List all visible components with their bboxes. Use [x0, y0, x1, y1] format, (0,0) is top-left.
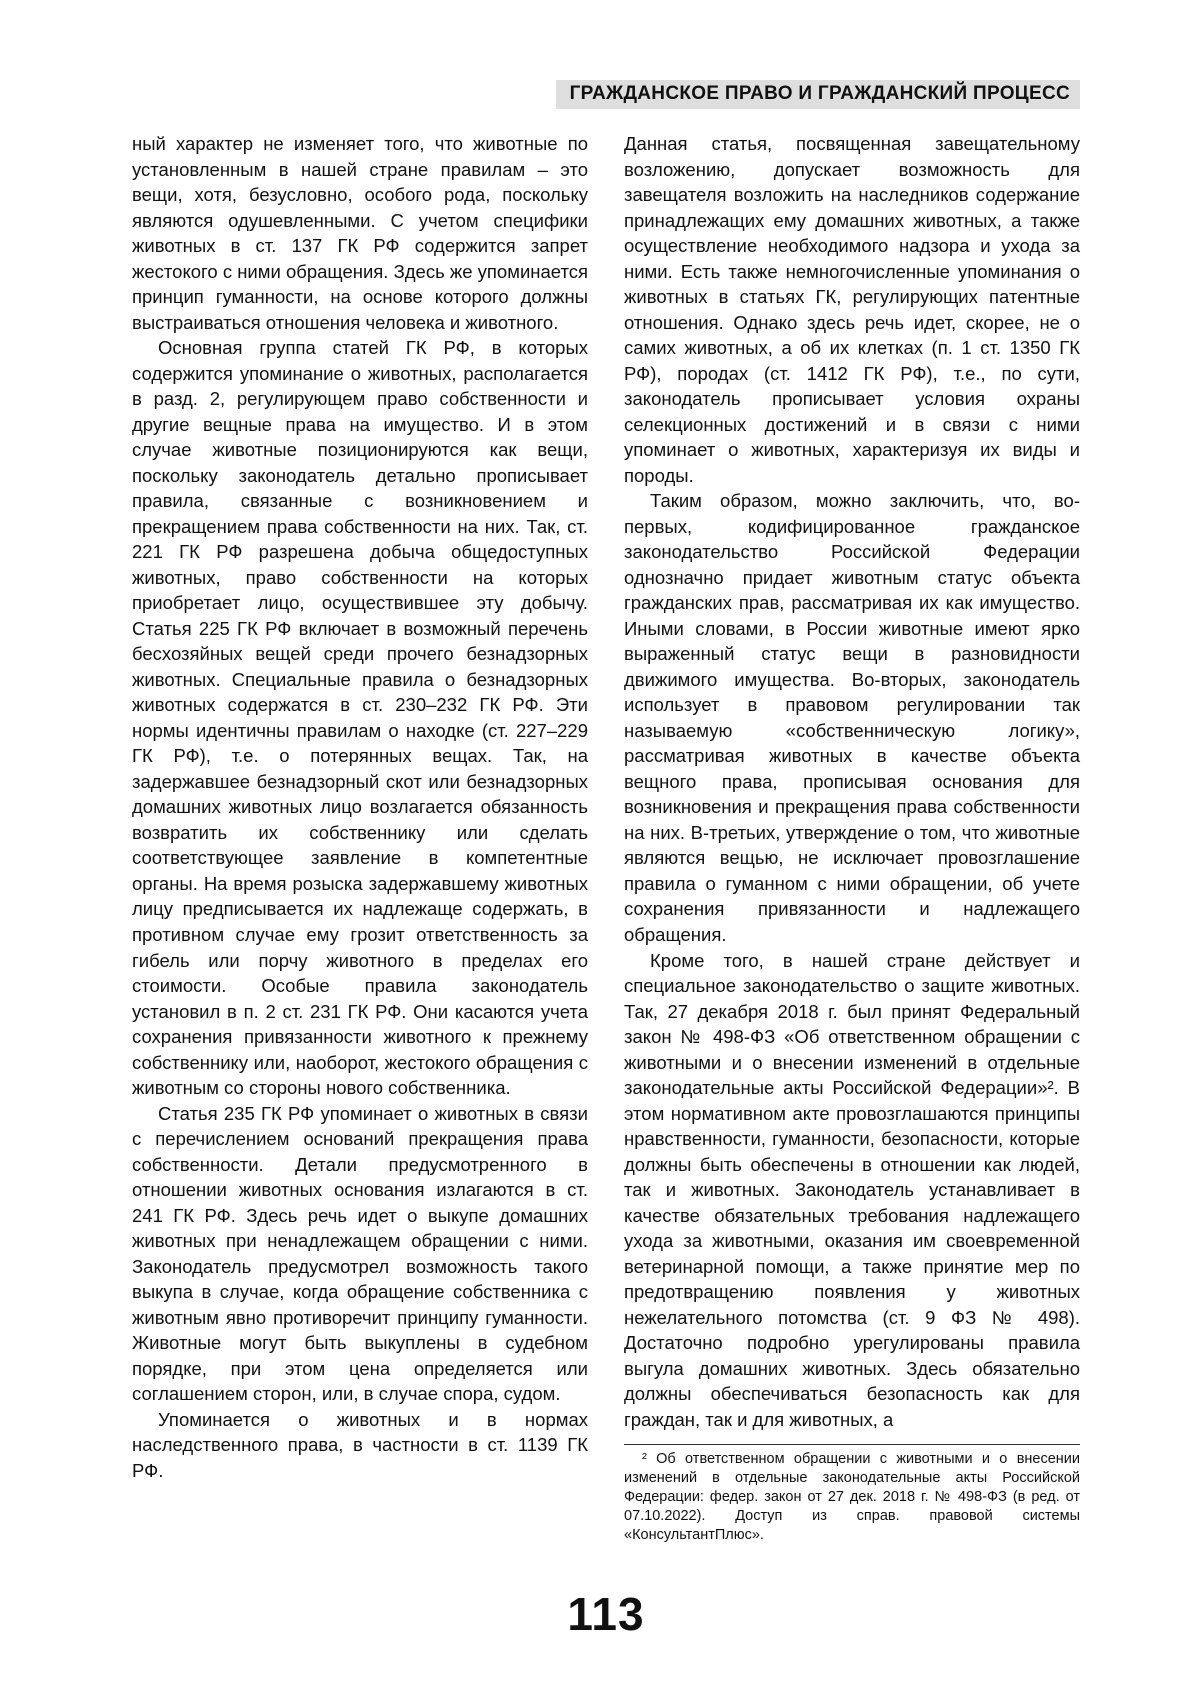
- left-column: [132, 131, 588, 1545]
- paragraph: Основная группа статей ГК РФ, в которых содержится упоминание о животных, располагается в разд. 2, регулирующем право собственности и другие вещные права на имущество. И в этом случае животные позиционируются как вещи, поскольку законодатель детально прописывает правила, связанные с возникновением и прекращением права собственности на них. Так, ст. 221 ГК РФ разрешена добыча общедоступных животных, право собственности на которых приобретает лицо, осуществившее эту добычу. Статья 225 ГК РФ включает в возможный перечень бесхозяйных вещей среди прочего безнадзорных животных. Специальные правила о безнадзорных животных содержатся в ст. 230–232 ГК РФ. Эти нормы идентичны правилам о находке (ст. 227–229 ГК РФ), т.е. о потерянных вещах. Так, на задержавшее безнадзорный скот или безнадзорных домашних животных лицо возлагается обязанность возвратить их собственнику или сделать соответствующее заявление в компетентные органы. На время розыска задержавшему животных лицу предписывается их надлежаще содержать, в противном случае ему грозит ответственность за гибель или порчу животного в пределах его стоимости. Особые правила законодатель установил в п. 2 ст. 231 ГК РФ. Они касаются учета сохранения привязанности животного к прежнему собственнику или, наоборот, жестокого обращения с животным со стороны нового собственника.: [132, 337, 588, 1099]
- paragraph: Упоминается о животных и в нормах наследственного права, в частности в ст. 1139 ГК РФ.: [132, 1408, 588, 1481]
- footnote-text: ² Об ответственном обращении с животными и о внесении изменений в отдельные законодательные акты Российской Федерации: федер. закон от 27 дек. 2018 г. № 498-ФЗ (в ред. от 07.10.2022). Доступ из справ. правовой системы «КонсультантПлюс».: [624, 1451, 1080, 1543]
- page-number: 113: [567, 1587, 645, 1640]
- article-body: [132, 131, 1080, 1545]
- section-header: ГРАЖДАНСКОЕ ПРАВО И ГРАЖДАНСКИЙ ПРОЦЕСС: [556, 80, 1080, 109]
- footnote: [624, 1444, 1080, 1544]
- footnote-divider: [624, 1444, 1080, 1445]
- paragraph: Кроме того, в нашей стране действует и специальное законодательство о защите животных. Так, 27 декабря 2018 г. был принят Федеральный закон № 498-ФЗ «Об ответственном обращении с животными и о внесении изменений в отдельные законодательные акты Российской Федерации»². В этом нормативном акте провозглашаются принципы нравственности, гуманности, безопасности, которые должны быть обеспечены в отношении как людей, так и животных. Законодатель устанавливает в качестве обязательных требования надлежащего ухода за животными, оказания им своевременной ветеринарной помощи, а также принятие мер по предотвращению появления у животных нежелательного потомства (ст. 9 ФЗ № 498). Достаточно подробно урегулированы правила выгула домашних животных. Здесь обязательно должны обеспечиваться безопасность как для граждан, так и для животных, а: [624, 949, 1080, 1430]
- running-head: [132, 80, 1080, 109]
- paragraph: Данная статья, посвященная завещательному возложению, допускает возможность для завещателя возложить на наследников содержание принадлежащих ему домашних животных, а также осуществление необходимого надзора и ухода за ними. Есть также немногочисленные упоминания о животных в статьях ГК, регулирующих патентные отношения. Однако здесь речь идет, скорее, не о самих животных, а об их клетках (п. 1 ст. 1350 ГК РФ), породах (ст. 1412 ГК РФ), т.е., по сути, законодатель прописывает условия охраны селекционных достижений и в связи с ними упоминает о животных, характеризуя их виды и породы.: [624, 133, 1080, 486]
- paragraph: Таким образом, можно заключить, что, во-первых, кодифицированное гражданское законодательство Российской Федерации однозначно придает животным статус объекта гражданских прав, рассматривая их как имущество. Иными словами, в России животные имеют ярко выраженный статус вещи в разновидности движимого имущества. Во-вторых, законодатель использует в правовом регулировании так называемую «собственническую логику», рассматривая животных в качестве объекта вещного права, прописывая основания для возникновения и прекращения права собственности на них. В-третьих, утверждение о том, что животные являются вещью, не исключает провозглашение правила о гуманном с ними обращении, об учете сохранения привязанности и надлежащего обращения.: [624, 490, 1080, 945]
- paragraph: Статья 235 ГК РФ упоминает о животных в связи с перечислением оснований прекращения права собственности. Детали предусмотренного в отношении животных основания излагаются в ст. 241 ГК РФ. Здесь речь идет о выкупе домашних животных при ненадлежащем обращении с ними. Законодатель предусмотрел возможность такого выкупа в случае, когда обращение собственника с животным явно противоречит принципу гуманности. Животные могут быть выкуплены в судебном порядке, при этом цена определяется или соглашением сторон, или, в случае спора, судом.: [132, 1102, 588, 1405]
- paragraph: ный характер не изменяет того, что животные по установленным в нашей стране правилам – это вещи, хотя, безусловно, особого рода, поскольку являются одушевленными. С учетом специфики животных в ст. 137 ГК РФ содержится запрет жестокого с ними обращения. Здесь же упоминается принцип гуманности, на основе которого должны выстраиваться отношения человека и животного.: [132, 133, 588, 333]
- right-column: [624, 131, 1080, 1545]
